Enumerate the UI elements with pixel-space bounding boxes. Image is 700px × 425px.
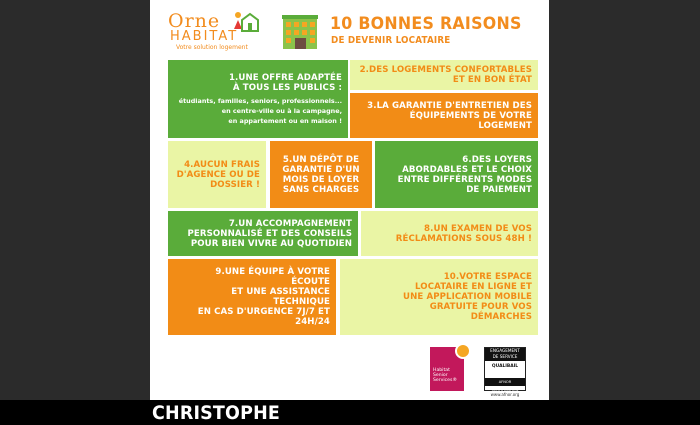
reason-1 <box>168 60 348 138</box>
reason-7 <box>168 211 358 256</box>
qualibail-badge-bottom: AFNOR CERTIFICATION <box>485 378 525 386</box>
reason-1-title: 1.UNE OFFRE ADAPTÉE À TOUS LES PUBLICS : <box>228 72 342 93</box>
senior-badge-text: Habitat Senior Services® <box>433 368 457 384</box>
reason-5-text: 5.UN DÉPÔT DE GARANTIE D'UN MOIS DE LOYER SANS CHARGES <box>282 154 360 195</box>
right-background <box>549 0 700 400</box>
poster-title: 10 BONNES RAISONS <box>330 14 522 34</box>
reason-3-text: 3.LA GARANTIE D'ENTRETIEN DES ÉQUIPEMENTS DE VOTRE LOGEMENT <box>367 100 532 131</box>
reason-6-text: 6.DES LOYERS ABORDABLES ET LE CHOIX ENTRE DIFFÉRENTS MODES DE PAIEMENT <box>397 154 532 195</box>
qualibail-certification-badge <box>484 347 526 391</box>
reason-2-text: 2.DES LOGEMENTS CONFORTABLES ET EN BON ÉTAT <box>359 65 532 85</box>
logo-tagline: Votre solution logement <box>176 44 248 51</box>
building-icon <box>280 14 320 50</box>
reason-8 <box>361 211 538 256</box>
logo-name-part1: Orne <box>168 10 221 32</box>
qualibail-badge-name: QUALIBAIL <box>491 364 519 369</box>
reason-3 <box>350 93 538 138</box>
reason-5 <box>270 141 372 208</box>
caption-text: CHRISTOPHE <box>152 402 281 424</box>
orne-habitat-logo <box>168 10 268 52</box>
poster <box>150 0 549 400</box>
reason-9-text: 9.UNE ÉQUIPE À VOTRE ÉCOUTE ET UNE ASSISTANCE TECHNIQUE EN CAS D'URGENCE 7J/7 ET 24H/24 <box>197 267 330 327</box>
afnor-url: www.afnor.org <box>490 392 520 397</box>
reason-6 <box>375 141 538 208</box>
reason-1-detail: étudiants, familles, seniors, professionnels... en centre-ville ou à la campagne, en appartement ou en maison ! <box>178 96 342 125</box>
reason-10-text: 10.VOTRE ESPACE LOCATAIRE EN LIGNE ET UNE APPLICATION MOBILE GRATUITE POUR VOS DÉMARCHES <box>403 272 532 322</box>
reason-4 <box>168 141 266 208</box>
logo-name-part2: HABITAT <box>170 29 239 44</box>
poster-subtitle: DE DEVENIR LOCATAIRE <box>331 35 451 46</box>
reason-9 <box>168 259 336 335</box>
reason-10 <box>340 259 538 335</box>
caption-bar <box>0 400 700 425</box>
senior-badge-seal-icon <box>455 343 471 359</box>
reason-2 <box>350 60 538 90</box>
reason-7-text: 7.UN ACCOMPAGNEMENT PERSONNALISÉ ET DES CONSEILS POUR BIEN VIVRE AU QUOTIDIEN <box>187 218 352 249</box>
reason-4-text: 4.AUCUN FRAIS D'AGENCE OU DE DOSSIER ! <box>176 159 260 190</box>
qualibail-badge-top: ENGAGEMENT DE SERVICE <box>485 348 525 361</box>
left-background <box>0 0 150 400</box>
reason-8-text: 8.UN EXAMEN DE VOS RÉCLAMATIONS SOUS 48H ! <box>395 223 532 244</box>
